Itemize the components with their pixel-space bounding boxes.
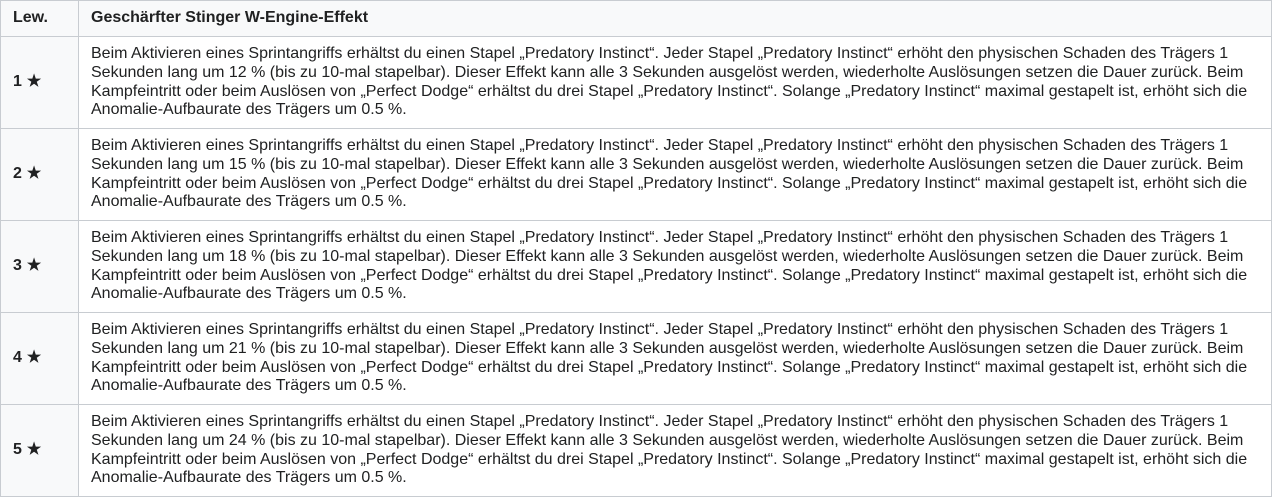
level-number: 5 [13, 441, 22, 459]
level-cell [1, 37, 79, 129]
level-cell [1, 221, 79, 313]
header-row [1, 1, 1272, 37]
header-level: Lew. [1, 1, 79, 37]
star-icon: ★ [26, 257, 42, 275]
level-number: 2 [13, 165, 22, 183]
table-row [1, 221, 1272, 313]
star-icon: ★ [26, 349, 42, 367]
level-number: 1 [13, 73, 22, 91]
star-icon: ★ [26, 441, 42, 459]
level-number: 3 [13, 257, 22, 275]
star-icon: ★ [26, 73, 42, 91]
effect-cell: Beim Aktivieren eines Sprintangriffs erhältst du einen Stapel „Predatory Instinct“. Jeder Stapel „Predatory Instinct“ erhöht den physischen Schaden des Trägers 1 Sekunden lang um 24 % (bis zu 10-mal stapelbar). Dieser Effekt kann alle 3 Sekunden ausgelöst werden, wiederholte Auslösungen setzen die Dauer zurück. Beim Kampfeintritt oder beim Auslösen von „Perfect Dodge“ erhältst du drei Stapel „Predatory Instinct“. Solange „Predatory Instinct“ maximal gestapelt ist, erhöht sich die Anomalie-Aufbaurate des Trägers um 0.5 %. [79, 405, 1272, 497]
table-body [1, 37, 1272, 497]
header-effect: Geschärfter Stinger W-Engine-Effekt [79, 1, 1272, 37]
star-icon: ★ [26, 165, 42, 183]
table-row [1, 405, 1272, 497]
effect-cell: Beim Aktivieren eines Sprintangriffs erhältst du einen Stapel „Predatory Instinct“. Jeder Stapel „Predatory Instinct“ erhöht den physischen Schaden des Trägers 1 Sekunden lang um 15 % (bis zu 10-mal stapelbar). Dieser Effekt kann alle 3 Sekunden ausgelöst werden, wiederholte Auslösungen setzen die Dauer zurück. Beim Kampfeintritt oder beim Auslösen von „Perfect Dodge“ erhältst du drei Stapel „Predatory Instinct“. Solange „Predatory Instinct“ maximal gestapelt ist, erhöht sich die Anomalie-Aufbaurate des Trägers um 0.5 %. [79, 129, 1272, 221]
table-row [1, 313, 1272, 405]
level-cell [1, 129, 79, 221]
table-row [1, 129, 1272, 221]
effect-cell: Beim Aktivieren eines Sprintangriffs erhältst du einen Stapel „Predatory Instinct“. Jeder Stapel „Predatory Instinct“ erhöht den physischen Schaden des Trägers 1 Sekunden lang um 18 % (bis zu 10-mal stapelbar). Dieser Effekt kann alle 3 Sekunden ausgelöst werden, wiederholte Auslösungen setzen die Dauer zurück. Beim Kampfeintritt oder beim Auslösen von „Perfect Dodge“ erhältst du drei Stapel „Predatory Instinct“. Solange „Predatory Instinct“ maximal gestapelt ist, erhöht sich die Anomalie-Aufbaurate des Trägers um 0.5 %. [79, 221, 1272, 313]
table-row [1, 37, 1272, 129]
level-number: 4 [13, 349, 22, 367]
level-cell [1, 405, 79, 497]
table-header [1, 1, 1272, 37]
effect-cell: Beim Aktivieren eines Sprintangriffs erhältst du einen Stapel „Predatory Instinct“. Jeder Stapel „Predatory Instinct“ erhöht den physischen Schaden des Trägers 1 Sekunden lang um 12 % (bis zu 10-mal stapelbar). Dieser Effekt kann alle 3 Sekunden ausgelöst werden, wiederholte Auslösungen setzen die Dauer zurück. Beim Kampfeintritt oder beim Auslösen von „Perfect Dodge“ erhältst du drei Stapel „Predatory Instinct“. Solange „Predatory Instinct“ maximal gestapelt ist, erhöht sich die Anomalie-Aufbaurate des Trägers um 0.5 %. [79, 37, 1272, 129]
effect-cell: Beim Aktivieren eines Sprintangriffs erhältst du einen Stapel „Predatory Instinct“. Jeder Stapel „Predatory Instinct“ erhöht den physischen Schaden des Trägers 1 Sekunden lang um 21 % (bis zu 10-mal stapelbar). Dieser Effekt kann alle 3 Sekunden ausgelöst werden, wiederholte Auslösungen setzen die Dauer zurück. Beim Kampfeintritt oder beim Auslösen von „Perfect Dodge“ erhältst du drei Stapel „Predatory Instinct“. Solange „Predatory Instinct“ maximal gestapelt ist, erhöht sich die Anomalie-Aufbaurate des Trägers um 0.5 %. [79, 313, 1272, 405]
level-cell [1, 313, 79, 405]
